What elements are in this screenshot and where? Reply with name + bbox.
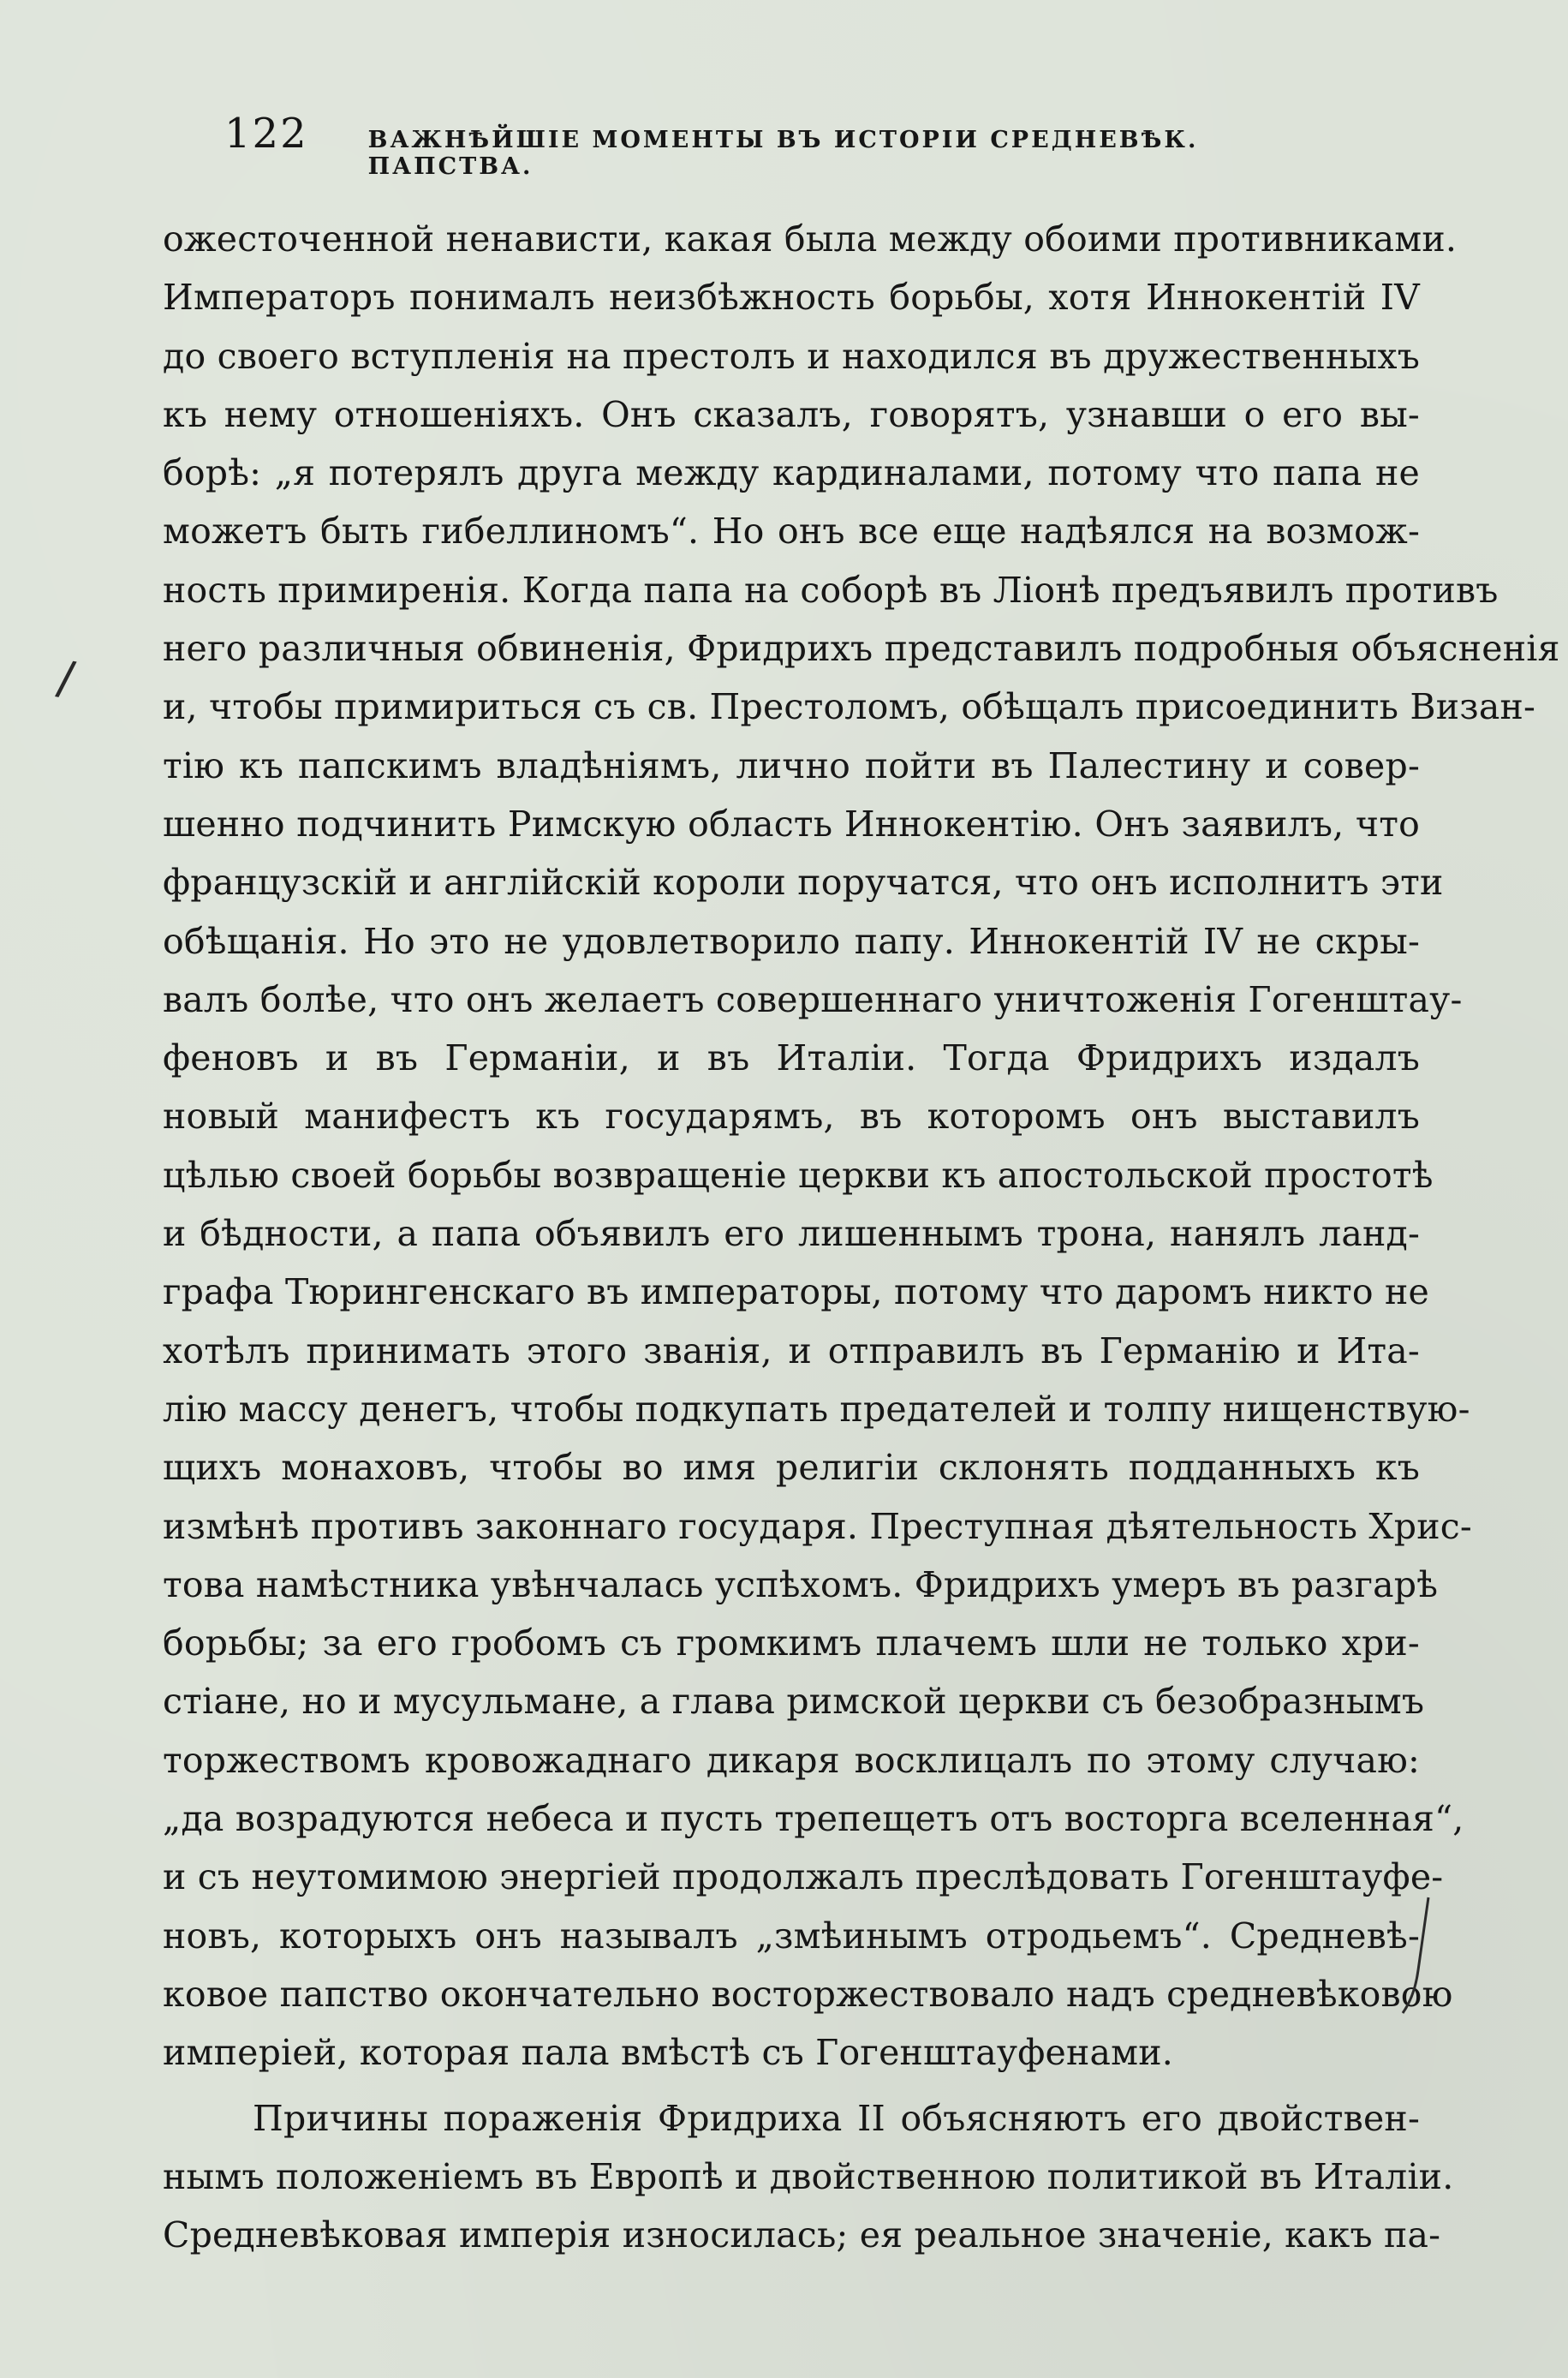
text-line: нымъ положеніемъ въ Европѣ и двойственною политикой въ Италіи.: [163, 2155, 1454, 2197]
text-line: имперіей, которая пала вмѣстѣ съ Гогенштауфенами.: [163, 2032, 1174, 2074]
text-line: шенно подчинить Римскую область Иннокентію. Онъ заявилъ, что: [163, 803, 1420, 845]
paragraph-2: [163, 2089, 1454, 2265]
text-line: борьбы; за его гробомъ съ громкимъ плачемъ шли не только хри-: [163, 1622, 1420, 1664]
text-line: ковое папство окончательно восторжествовало надъ средневѣковою: [163, 1973, 1453, 2015]
text-line: валъ болѣе, что онъ желаетъ совершеннаго уничтоженія Гогенштау-: [163, 978, 1463, 1020]
margin-pencil-mark: /: [53, 649, 79, 707]
text-line: него различныя обвиненія, Фридрихъ представилъ подробныя объясненія: [163, 628, 1560, 670]
text-line: французскій и англійскій короли поручатся, что онъ исполнитъ эти: [163, 862, 1444, 904]
text-line: можетъ быть гибеллиномъ“. Но онъ все еще надѣялся на возмож-: [163, 511, 1420, 553]
page-number: 122: [224, 110, 308, 158]
text-line: ность примиренія. Когда папа на соборѣ въ Ліонѣ предъявилъ противъ: [163, 569, 1499, 611]
margin-check-mark: [1394, 1893, 1437, 2022]
text-line: до своего вступленія на престолъ и находился въ дружественныхъ: [163, 335, 1420, 377]
text-line: ожесточенной ненависти, какая была между обоими противниками.: [163, 218, 1458, 260]
page-header: [224, 110, 1321, 180]
text-line: обѣщанія. Но это не удовлетворило папу. Иннокентій IV не скры-: [163, 920, 1420, 962]
text-line: феновъ и въ Германіи, и въ Италіи. Тогда Фридрихъ издалъ: [163, 1037, 1420, 1079]
text-line: къ нему отношеніяхъ. Онъ сказалъ, говорятъ, узнавши о его вы-: [163, 393, 1420, 435]
text-line: и бѣдности, а папа объявилъ его лишеннымъ трона, нанялъ ланд-: [163, 1213, 1420, 1255]
text-line: и, чтобы примириться съ св. Престоломъ, обѣщалъ присоединить Визан-: [163, 686, 1536, 728]
text-line: Средневѣковая имперія износилась; ея реальное значеніе, какъ па-: [163, 2214, 1441, 2256]
text-line: хотѣлъ принимать этого званія, и отправилъ въ Германію и Ита-: [163, 1329, 1420, 1371]
text-line: стіане, но и мусульмане, а глава римской церкви съ безобразнымъ: [163, 1681, 1425, 1723]
text-line: щихъ монаховъ, чтобы во имя религіи склонять подданныхъ къ: [163, 1447, 1420, 1489]
text-line: новъ, которыхъ онъ называлъ „змѣинымъ отродьемъ“. Средневѣ-: [163, 1915, 1420, 1957]
text-line: борѣ: „я потерялъ друга между кардиналами, потому что папа не: [163, 452, 1420, 494]
text-line: лію массу денегъ, чтобы подкупать предателей и толпу нищенствую-: [163, 1388, 1470, 1430]
text-line: „да возрадуются небеса и пусть трепещетъ отъ восторга вселенная“,: [163, 1798, 1464, 1840]
text-line: Причины пораженія Фридриха II объясняютъ его двойствен-: [253, 2097, 1420, 2139]
running-title: ВАЖНѢЙШІЕ МОМЕНТЫ ВЪ ИСТОРІИ СРЕДНЕВѢК. ПАПСТВА.: [367, 127, 1199, 180]
text-line: цѣлью своей борьбы возвращеніе церкви къ апостольской простотѣ: [163, 1154, 1434, 1196]
body-text: [163, 210, 1560, 2264]
text-line: измѣнѣ противъ законнаго государя. Преступная дѣятельность Хрис-: [163, 1505, 1472, 1547]
text-line: графа Тюрингенскаго въ императоры, потому что даромъ никто не: [163, 1271, 1430, 1313]
text-line: новый манифестъ къ государямъ, въ которомъ онъ выставилъ: [163, 1096, 1420, 1138]
text-line: това намѣстника увѣнчалась успѣхомъ. Фридрихъ умеръ въ разгарѣ: [163, 1563, 1439, 1605]
text-line: тію къ папскимъ владѣніямъ, лично пойти въ Палестину и совер-: [163, 744, 1420, 786]
text-line: и съ неутомимою энергіей продолжалъ преслѣдовать Гогенштауфе-: [163, 1856, 1444, 1898]
text-line: Императоръ понималъ неизбѣжность борьбы, хотя Иннокентій IV: [163, 277, 1420, 319]
paragraph-1: [163, 210, 1560, 2082]
text-line: торжествомъ кровожаднаго дикаря восклицалъ по этому случаю:: [163, 1739, 1420, 1781]
